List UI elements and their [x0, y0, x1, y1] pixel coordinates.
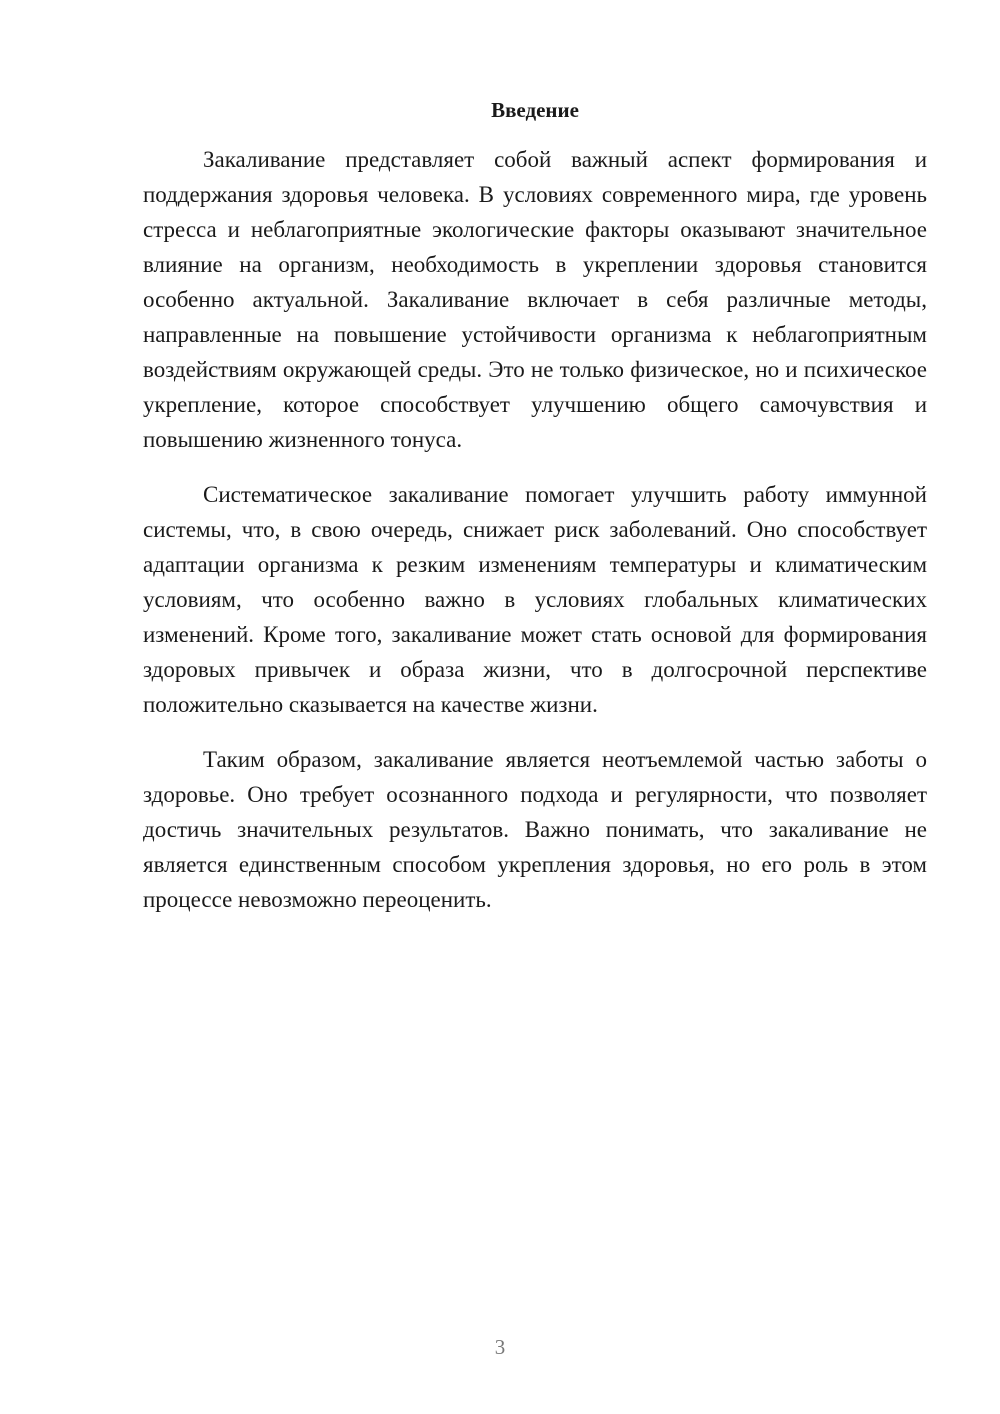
paragraph-1: Закаливание представляет собой важный аспект формирования и поддержания здоровья человека. В условиях современного мира, где уровень стресса и неблагоприятные экологические факторы оказывают значительное влияние на организм, необходимость в укреплении здоровья становится особенно актуальной. Закаливание включает в себя различные методы, направленные на повышение устойчивости организма к неблагоприятным воздействиям окружающей среды. Это не только физическое, но и психическое укрепление, которое способствует улучшению общего самочувствия и повышению жизненного тонуса.: [143, 147, 927, 452]
paragraph-2: Систематическое закаливание помогает улучшить работу иммунной системы, что, в свою очередь, снижает риск заболеваний. Оно способствует адаптации организма к резким изменениям температуры и климатическим условиям, что особенно важно в условиях глобальных климатических изменений. Кроме того, закаливание может стать основой для формирования здоровых привычек и образа жизни, что в долгосрочной перспективе положительно сказывается на качестве жизни.: [143, 482, 927, 717]
paragraph-3: Таким образом, закаливание является неотъемлемой частью заботы о здоровье. Оно требует осознанного подхода и регулярности, что позволяет достичь значительных результатов. Важно понимать, что закаливание не является единственным способом укрепления здоровья, но его роль в этом процессе невозможно переоценить.: [143, 747, 927, 912]
page-number: 3: [494, 1335, 506, 1359]
body-text: [143, 142, 927, 937]
page-title: Введение: [491, 98, 579, 122]
